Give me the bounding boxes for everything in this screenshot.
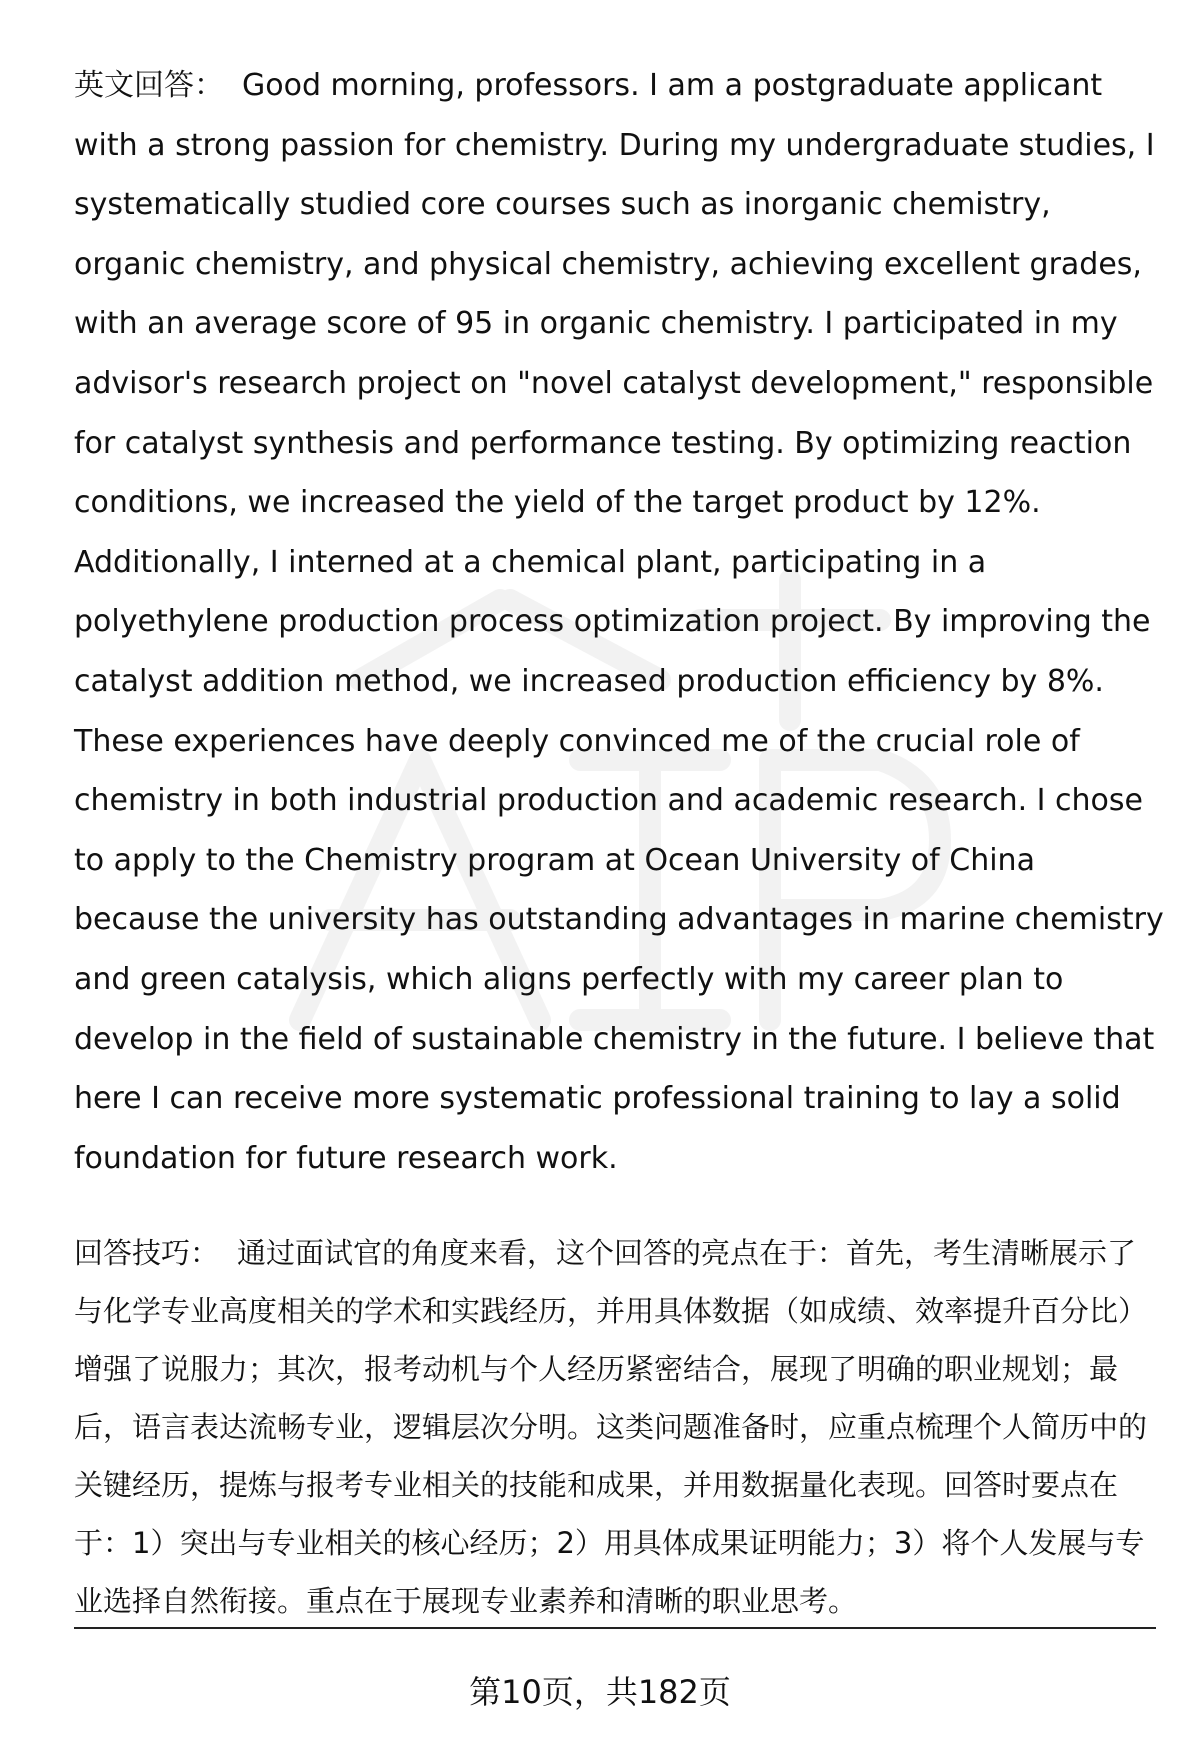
answer-tips-text: 通过面试官的角度来看，这个回答的亮点在于：首先，考生清晰展示了与化学专业高度相关的学术和实践经历，并用具体数据（如成绩、效率提升百分比）增强了说服力；其次，报考动机与个人经历紧密结合，展现了明确的职业规划；最后，语言表达流畅专业，逻辑层次分明。这类问题准备时，应重点梳理个人简历中的关键经历，提炼与报考专业相关的技能和成果，并用数据量化表现。回答时要点在于：1）突出与专业相关的核心经历；2）用具体成果证明能力；3）将个人发展与专业选择自然衔接。重点在于展现专业素养和清晰的职业思考。 — [74, 1236, 1148, 1619]
english-answer-paragraph — [74, 56, 1164, 1188]
page-footer — [0, 1672, 1200, 1712]
page-indicator: 第10页，共182页 — [469, 1673, 731, 1711]
english-answer-label: 英文回答： — [74, 68, 224, 103]
answer-tips-label: 回答技巧： — [74, 1236, 220, 1271]
main-content — [74, 56, 1164, 1630]
footer-divider — [74, 1627, 1156, 1629]
answer-tips-paragraph — [74, 1224, 1164, 1630]
english-answer-text: Good morning, professors. I am a postgraduate applicant with a strong passion for chemistry. During my undergraduate studies, I systematically studied core courses such as inorganic chemistry, organic chemistry, and physical chemistry, achieving excellent grades, with an average score of 95 in organic chemistry. I participated in my advisor's research project on "novel catalyst development," responsible for catalyst synthesis and performance testing. By optimizing reaction conditions, we increased the yield of the target product by 12%. Additionally, I interned at a chemical plant, participating in a polyethylene production process optimization project. By improving the catalyst addition method, we increased production efficiency by 8%. These experiences have deeply convinced me of the crucial role of chemistry in both industrial production and academic research. I chose to apply to the Chemistry program at Ocean University of China because the university has outstanding advantages in marine chemistry and green catalysis, which aligns perfectly with my career plan to develop in the field of sustainable chemistry in the future. I believe that here I can receive more systematic professional training to lay a solid foundation for future research work. — [74, 68, 1164, 1176]
